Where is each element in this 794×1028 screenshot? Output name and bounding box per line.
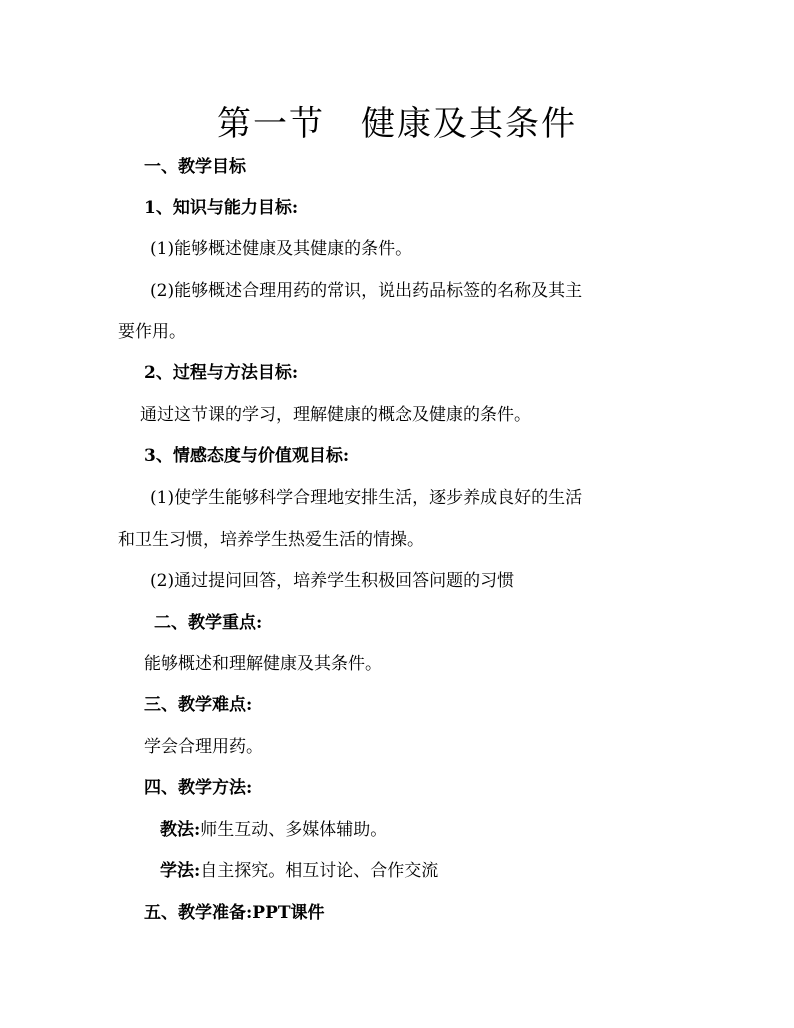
knowledge-ability-goal-heading: 1、知识与能力目标: <box>144 198 299 218</box>
page-title: 第一节 健康及其条件 <box>217 104 577 144</box>
learning-method-label: 学法: <box>160 861 201 881</box>
knowledge-goal-item-2-line-2: 要作用。 <box>118 322 186 342</box>
emotion-goal-item-1-line-1: (1)使学生能够科学合理地安排生活，逐步养成良好的生活 <box>150 488 583 508</box>
teaching-method-text: 师生互动、多媒体辅助。 <box>200 820 388 840</box>
section-preparation-heading <box>144 902 325 924</box>
section-key-points-heading: 二、教学重点: <box>154 613 263 633</box>
emotion-attitude-goal-heading: 3、情感态度与价值观目标: <box>144 446 350 466</box>
section-difficulties-heading: 三、教学难点: <box>144 695 253 715</box>
emotion-goal-item-1-line-2: 和卫生习惯，培养学生热爱生活的情操。 <box>118 530 424 550</box>
section-teaching-objectives-heading: 一、教学目标 <box>144 157 246 177</box>
learning-method-text: 自主探究。相互讨论、合作交流 <box>200 861 439 881</box>
teaching-method-row <box>160 819 387 841</box>
knowledge-goal-item-1: (1)能够概述健康及其健康的条件。 <box>150 239 413 259</box>
learning-method-row <box>160 860 438 882</box>
emotion-goal-item-2: (2)通过提问回答，培养学生积极回答问题的习惯 <box>150 571 515 591</box>
key-points-text: 能够概述和理解健康及其条件。 <box>144 654 382 674</box>
teaching-method-label: 教法: <box>160 820 201 840</box>
section-methods-heading: 四、教学方法: <box>144 778 253 798</box>
preparation-label: 五、教学准备: <box>144 903 253 923</box>
process-method-goal-heading: 2、过程与方法目标: <box>144 363 299 383</box>
difficulties-text: 学会合理用药。 <box>144 737 263 757</box>
knowledge-goal-item-2-line-1: (2)能够概述合理用药的常识，说出药品标签的名称及其主 <box>150 281 583 301</box>
preparation-value: PPT课件 <box>252 903 325 923</box>
process-method-goal-text: 通过这节课的学习，理解健康的概念及健康的条件。 <box>140 405 531 425</box>
